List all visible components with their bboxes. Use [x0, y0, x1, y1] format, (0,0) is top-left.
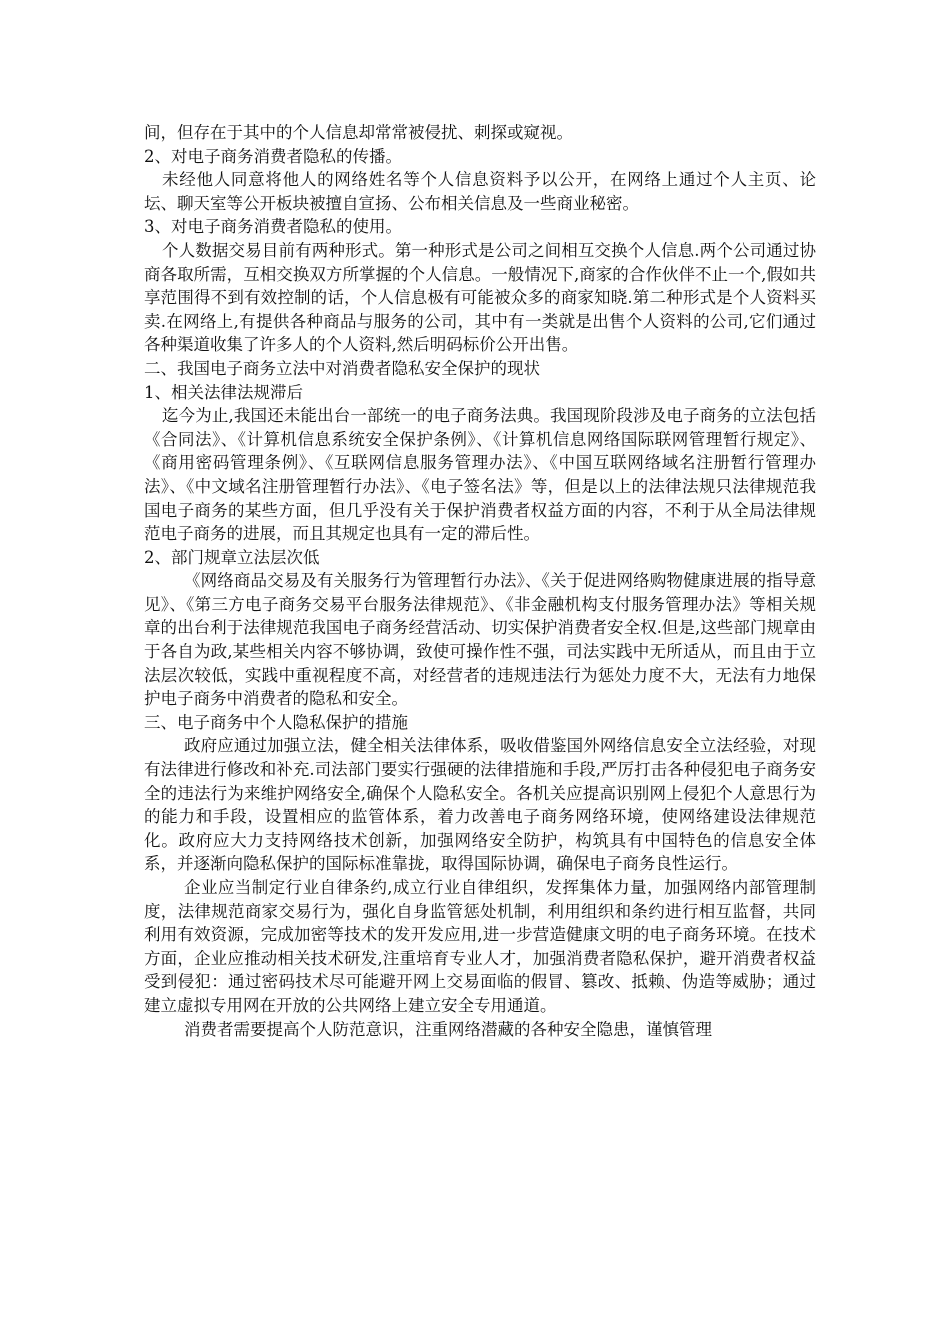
- paragraph: 消费者需要提高个人防范意识，注重网络潜藏的各种安全隐患，谨慎管理: [184, 1019, 712, 1039]
- paragraph: 未经他人同意将他人的网络姓名等个人信息资料予以公开，在网络上通过个人主页、论坛、聊天室等公开板块被擅自宣扬、公布相关信息及一些商业秘密。: [144, 170, 816, 213]
- chapter-heading: 二、我国电子商务立法中对消费者隐私安全保护的现状: [144, 358, 540, 378]
- paragraph: 迄今为止,我国还未能出台一部统一的电子商务法典。我国现阶段涉及电子商务的立法包括《合同法》、《计算机信息系统安全保护条例》、《计算机信息网络国际联网管理暂行规定》、《商用密码管理条例》、《互联网信息服务管理办法》、《中国互联网络域名注册暂行管理办法》、《中文域名注册管理暂行办法》、《电子签名法》等，但是以上的法律法规只法律规范我国电子商务的某些方面，但几乎没有关于保护消费者权益方面的内容，不利于从全局法律规范电子商务的进展，而且其规定也具有一定的滞后性。: [144, 406, 816, 544]
- section-heading: 2、部门规章立法层次低: [144, 547, 320, 567]
- paragraph: 政府应通过加强立法，健全相关法律体系，吸收借鉴国外网络信息安全立法经验，对现有法律进行修改和补充.司法部门要实行强硬的法律措施和手段,严厉打击各种侵犯电子商务安全的违法行为来维护网络安全,确保个人隐私安全。各机关应提高识别网上侵犯个人意思行为的能力和手段，设置相应的监管体系，着力改善电子商务网络环境，使网络建设法律规范化。政府应大力支持网络技术创新，加强网络安全防护，构筑具有中国特色的信息安全体系，并逐渐向隐私保护的国际标准靠拢，取得国际协调，确保电子商务良性运行。: [144, 736, 816, 874]
- paragraph: 《网络商品交易及有关服务行为管理暂行办法》、《关于促进网络购物健康进展的指导意见》、《第三方电子商务交易平台服务法律规范》、《非金融机构支付服务管理办法》等相关规章的出台利于法律规范我国电子商务经营活动、切实保护消费者安全权.但是,这些部门规章由于各自为政,某些相关内容不够协调，致使可操作性不强，司法实践中无所适从，而且由于立法层次较低，实践中重视程度不高，对经营者的违规违法行为惩处力度不大，无法有力地保护电子商务中消费者的隐私和安全。: [144, 571, 816, 709]
- chapter-heading: 三、电子商务中个人隐私保护的措施: [144, 712, 408, 732]
- document-body: [144, 121, 816, 1041]
- paragraph: 个人数据交易目前有两种形式。第一种形式是公司之间相互交换个人信息.两个公司通过协商各取所需，互相交换双方所掌握的个人信息。一般情况下,商家的合作伙伴不止一个,假如共享范围得不到有效控制的话，个人信息极有可能被众多的商家知晓.第二种形式是个人资料买卖.在网络上,有提供各种商品与服务的公司，其中有一类就是出售个人资料的公司,它们通过各种渠道收集了许多人的个人资料,然后明码标价公开出售。: [144, 240, 816, 355]
- section-heading: 1、相关法律法规滞后: [144, 382, 303, 402]
- section-heading: 2、对电子商务消费者隐私的传播。: [144, 146, 402, 166]
- paragraph: 间，但存在于其中的个人信息却常常被侵扰、刺探或窥视。: [144, 123, 573, 142]
- paragraph: 企业应当制定行业自律条约,成立行业自律组织，发挥集体力量，加强网络内部管理制度，法律规范商家交易行为，强化自身监管惩处机制，利用组织和条约进行相互监督，共同利用有效资源，完成加密等技术的发开发应用,进一步营造健康文明的电子商务环境。在技术方面，企业应推动相关技术研发,注重培育专业人才，加强消费者隐私保护，避开消费者权益受到侵犯：通过密码技术尽可能避开网上交易面临的假冒、篡改、抵赖、伪造等威胁；通过建立虚拟专用网在开放的公共网络上建立安全专用通道。: [144, 878, 816, 1015]
- section-heading: 3、对电子商务消费者隐私的使用。: [144, 217, 402, 237]
